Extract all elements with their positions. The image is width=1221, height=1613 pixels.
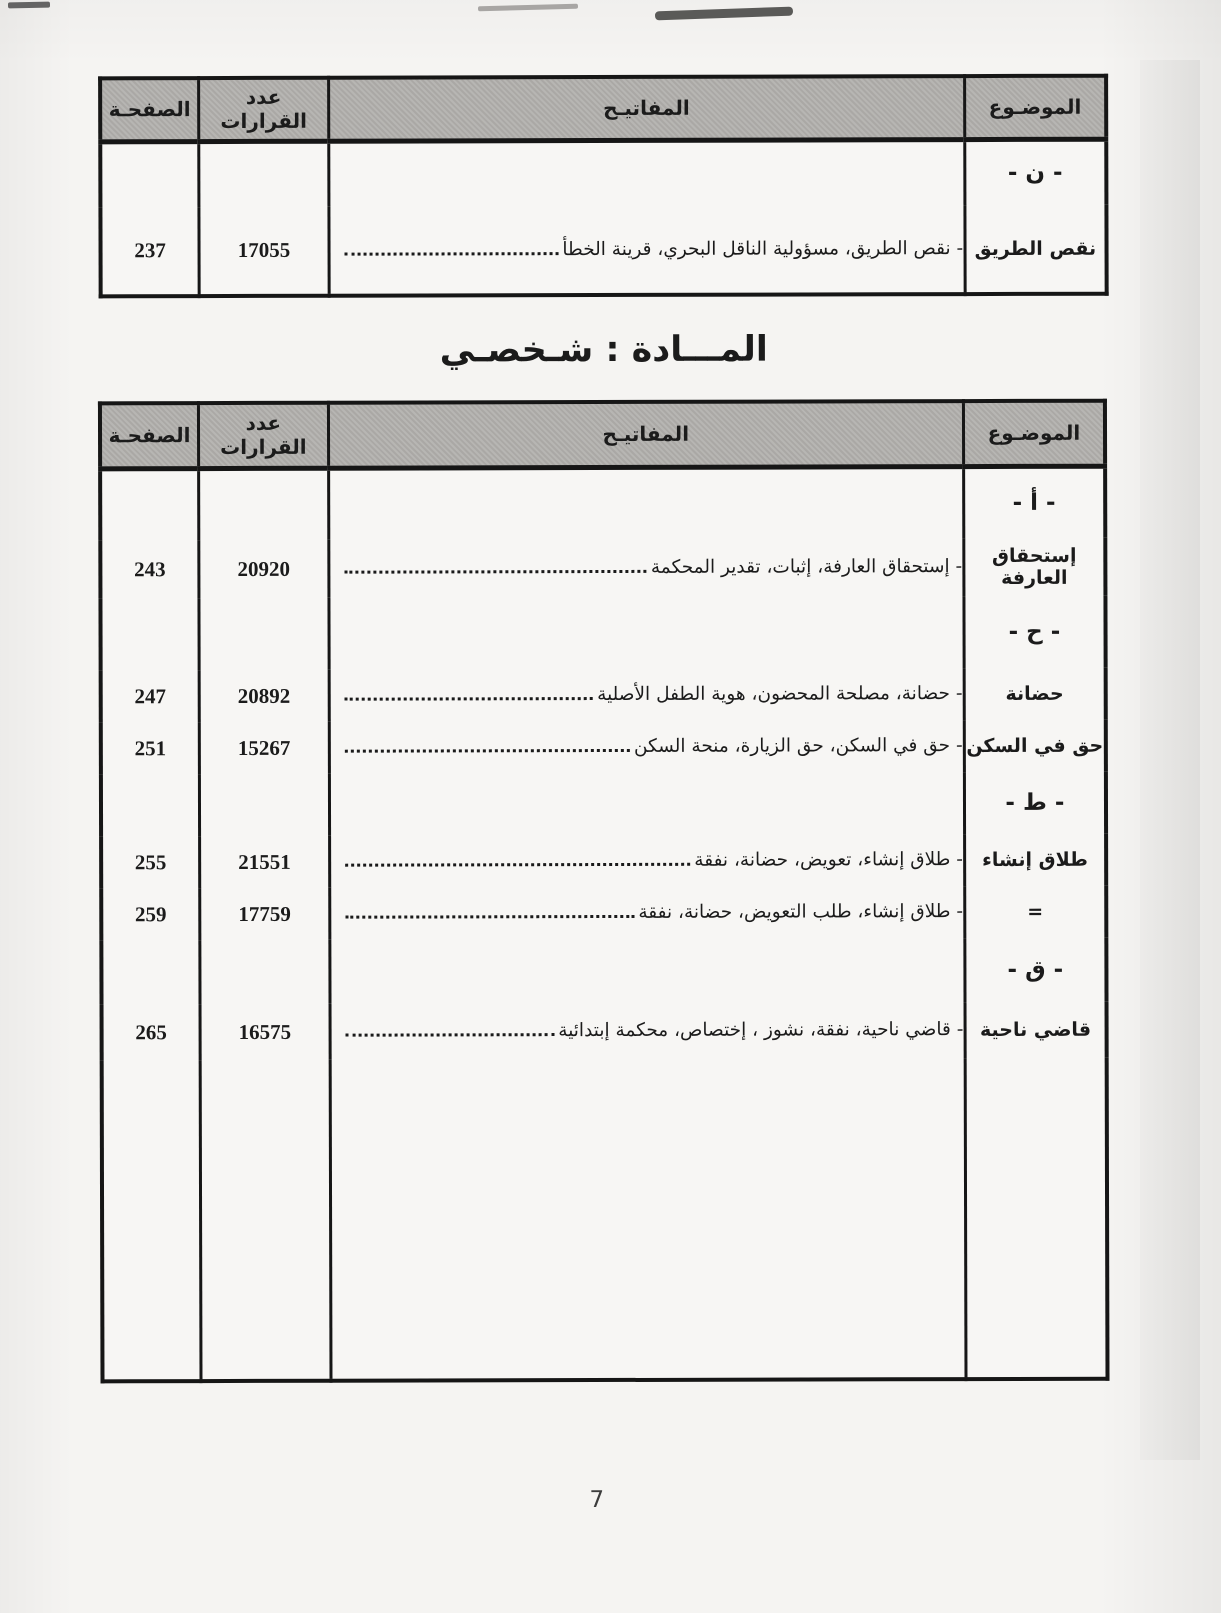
table-row — [101, 886, 1106, 941]
keys-cell — [329, 720, 964, 774]
table-header-row — [100, 401, 1105, 469]
keys-text: - قاضي ناحية، نفقة، نشوز ، إختصاص، محكمة إبتدائية — [558, 1019, 964, 1042]
page-number: 7 — [589, 1487, 605, 1514]
page-value: 251 — [101, 722, 200, 774]
keys-text: - إستحقاق العارفة، إثبات، تقدير المحكمة — [650, 556, 963, 578]
keys-text: - حضانة، مصلحة المحضون، هوية الطفل الأصلية — [597, 683, 963, 706]
column-header-keys: المفاتيـح — [328, 401, 963, 468]
column-header-page: الصفحـة — [100, 78, 199, 141]
table-row — [100, 205, 1106, 297]
keys-cell — [330, 1002, 965, 1060]
keys-cell — [328, 538, 963, 598]
dotted-leader — [344, 570, 647, 574]
section-row — [100, 139, 1106, 208]
column-header-page: الصفحـة — [100, 403, 199, 468]
dotted-leader — [345, 915, 634, 919]
section-row — [100, 466, 1105, 541]
keys-cell — [329, 205, 965, 296]
section-letter: - ن - — [1007, 160, 1063, 187]
keys-cell — [329, 834, 964, 888]
decisions-value: 20892 — [199, 670, 329, 722]
subject-cell: حضانة — [964, 668, 1106, 720]
keys-text: - نقص الطريق، مسؤولية الناقل البحري، قرينة الخطأ — [562, 237, 964, 260]
column-header-subject: الموضـوع — [963, 401, 1105, 466]
table-row — [100, 538, 1105, 599]
table-filler-row — [102, 1058, 1108, 1382]
table-row — [102, 1002, 1107, 1061]
decisions-value: 17055 — [199, 207, 329, 296]
page-value: 265 — [102, 1004, 201, 1060]
column-header-keys: المفاتيـح — [328, 76, 964, 141]
decisions-value: 20920 — [199, 540, 329, 598]
section-row — [100, 596, 1105, 671]
subject-cell: إستحقاق العارفة — [964, 538, 1106, 596]
dotted-leader — [344, 252, 558, 256]
decisions-value: 21551 — [200, 836, 330, 888]
section-letter: - ق - — [1007, 956, 1064, 983]
column-header-decisions: عدد القرارات — [198, 403, 328, 468]
keys-cell — [329, 886, 964, 940]
table-row — [101, 668, 1106, 723]
subject-cell: طلاق إنشاء — [964, 834, 1106, 886]
material-section-title: المـــادة : شـخصـي — [439, 329, 768, 371]
section-letter: - ط - — [1005, 789, 1065, 816]
subject-cell: نقص الطريق — [965, 205, 1107, 294]
index-table-personal-status — [98, 399, 1110, 1384]
column-header-subject: الموضـوع — [964, 76, 1106, 139]
dotted-leader — [344, 697, 593, 701]
page-value: 243 — [100, 540, 199, 598]
decisions-value: 16575 — [200, 1004, 330, 1060]
dotted-leader — [344, 749, 629, 753]
dotted-leader — [345, 863, 691, 867]
subject-cell: حق في السكن — [964, 720, 1106, 772]
keys-text: - طلاق إنشاء، تعويض، حضانة، نفقة — [694, 849, 963, 871]
table-row — [101, 834, 1106, 889]
keys-text: - طلاق إنشاء، طلب التعويض، حضانة، نفقة — [638, 901, 964, 923]
page-value: 247 — [101, 670, 200, 722]
section-row — [101, 938, 1106, 1005]
page-value: 237 — [100, 207, 199, 296]
section-letter: - ح - — [1008, 618, 1061, 645]
decisions-value: 17759 — [200, 888, 330, 940]
subject-cell: قاضي ناحية — [965, 1002, 1107, 1058]
index-table-top — [98, 74, 1109, 299]
dotted-leader — [345, 1033, 554, 1037]
table-header-row — [100, 76, 1106, 142]
section-row — [101, 772, 1106, 837]
page-value: 259 — [101, 888, 200, 940]
keys-text: - حق في السكن، حق الزيارة، منحة السكن — [633, 735, 963, 757]
table-row — [101, 720, 1106, 775]
page-value: 255 — [101, 836, 200, 888]
column-header-decisions: عدد القرارات — [199, 78, 329, 141]
subject-cell: = — [965, 886, 1107, 938]
section-letter: - أ - — [1012, 490, 1056, 517]
keys-cell — [329, 668, 964, 722]
decisions-value: 15267 — [199, 722, 329, 774]
